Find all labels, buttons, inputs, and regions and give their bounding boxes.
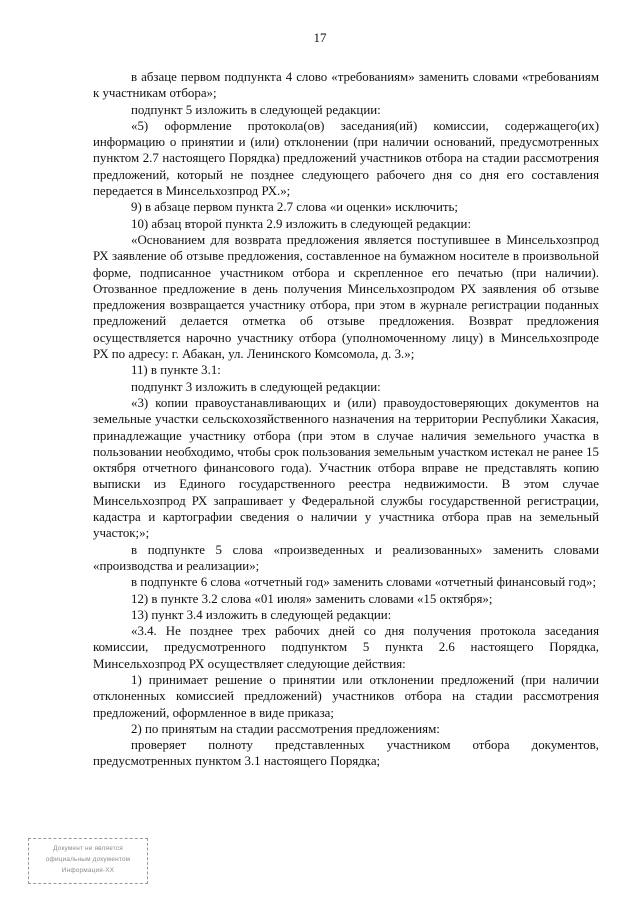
watermark-stamp	[28, 838, 148, 884]
paragraph: «3) копии правоустанавливающих и (или) правоудостоверяющих документов на земельные участки сельскохозяйственного назначения на территории Республики Хакасия, принадлежащие участнику отбора (при этом в случае наличия земельного участка в пользовании необходимо, чтобы срок пользования земельным участком истекал не ранее 15 октября отчетного финансового года). Участник отбора вправе не представлять копию выписки из Единого государственного реестра недвижимости. В этом случае Минсельхозпрод РХ запрашивает у Федеральной службы государственной регистрации, кадастра и картографии сведения о наличии у участника отбора прав на земельный участок;»;	[93, 395, 599, 541]
paragraph: «5) оформление протокола(ов) заседания(ий) комиссии, содержащего(их) информацию о принятии и (или) отклонении (при наличии оснований, предусмотренных пунктом 2.7 настоящего Порядка) предложений участников отбора на стадии рассмотрения предложений, который не позднее следующего рабочего дня со дня его составления передается в Минсельхозпрод РХ.»;	[93, 118, 599, 199]
document-body	[93, 69, 599, 770]
paragraph: 1) принимает решение о принятии или отклонении предложений (при наличии отклоненных комиссией предложений) участников отбора на стадии рассмотрения предложений, оформленное в виде приказа;	[93, 672, 599, 720]
paragraph: подпункт 5 изложить в следующей редакции:	[131, 102, 381, 117]
paragraph: 12) в пункте 3.2 слова «01 июля» заменить словами «15 октября»;	[131, 591, 493, 606]
stamp-line: Информация-ХХ	[61, 867, 115, 874]
paragraph: «3.4. Не позднее трех рабочих дней со дня получения протокола заседания комиссии, предусмотренного подпунктом 5 пункта 2.6 настоящего Порядка, Минсельхозпрод РХ осуществляет следующие действия:	[93, 624, 599, 671]
stamp-line: официальным документом	[45, 856, 131, 863]
paragraph: «Основанием для возврата предложения является поступившее в Минсельхозпрод РХ заявление об отзыве предложения, составленное на бумажном носителе в произвольной форме, подписанное участником отбора и скрепленное его печатью (при наличии). Отозванное предложение в день получения Минсельхозпродом РХ заявления об отзыве предложения возвращается участнику отбора, при этом в журнале регистрации поданных предложений делается отметка об отзыве предложения. Возврат предложения осуществляется нарочно участнику отбора (уполномоченному лицу) в Минсельхозпроде РХ по адресу: г. Абакан, ул. Ленинского Комсомола, д. 3.»;	[93, 232, 599, 362]
paragraph: 10) абзац второй пункта 2.9 изложить в следующей редакции:	[131, 216, 472, 231]
paragraph: в абзаце первом подпункта 4 слово «требованиям» заменить словами «требованиям к участникам отбора»;	[93, 70, 599, 101]
paragraph: в подпункте 6 слова «отчетный год» заменить словами «отчетный финансовый год»;	[131, 575, 597, 590]
paragraph: подпункт 3 изложить в следующей редакции:	[131, 379, 381, 394]
paragraph: 11) в пункте 3.1:	[131, 363, 221, 378]
paragraph: проверяет полноту представленных участником отбора документов, предусмотренных пунктом 3.1 настоящего Порядка;	[93, 738, 599, 769]
paragraph: 9) в абзаце первом пункта 2.7 слова «и оценки» исключить;	[131, 200, 459, 215]
paragraph: в подпункте 5 слова «произведенных и реализованных» заменить словами «производства и реализации»;	[93, 542, 599, 573]
stamp-line: Документ не является	[53, 845, 123, 852]
paragraph: 2) по принятым на стадии рассмотрения предложениям:	[131, 721, 440, 736]
page-number: 17	[313, 30, 327, 45]
paragraph: 13) пункт 3.4 изложить в следующей редакции:	[131, 607, 392, 622]
